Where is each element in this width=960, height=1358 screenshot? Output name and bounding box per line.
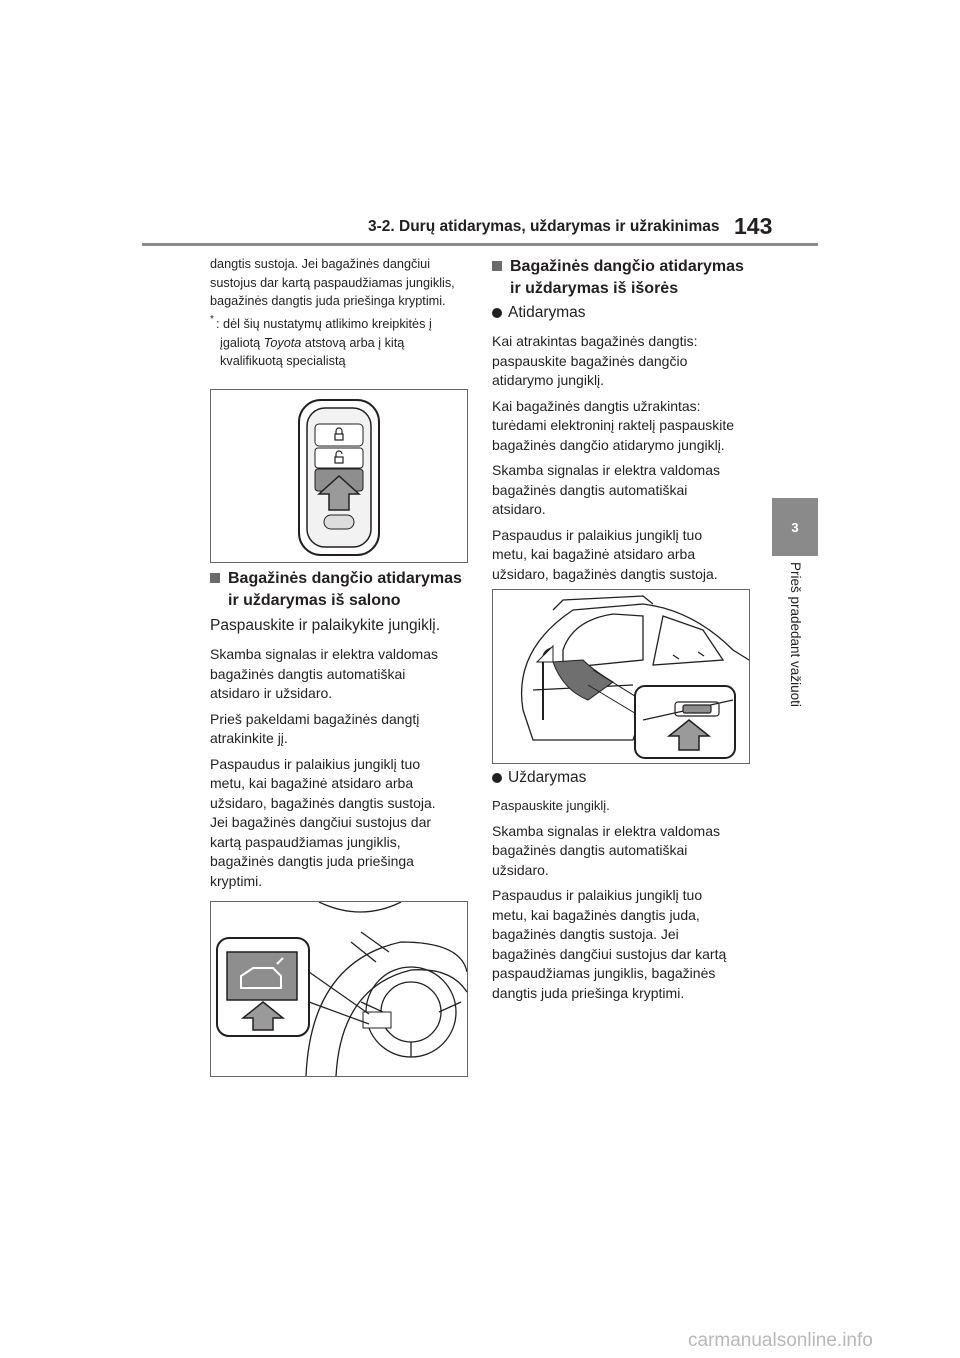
paragraph: Kai bagažinės dangtis užrakintas: turėdami elektroninį raktelį paspauskite bagažinės dangčio atidarymo jungiklį. (492, 397, 735, 453)
chapter-title: Prieš pradedant važiuoti (788, 562, 803, 707)
rear-hatch-figure (492, 589, 750, 764)
heading-square-icon (210, 573, 220, 583)
heading-line: ir uždarymas iš salono (228, 591, 401, 609)
intro-line: dangtis sustoja. Jei bagažinės dangčiui (210, 257, 431, 271)
bullet-dot-icon (492, 308, 502, 318)
paragraph: Skamba signalas ir elektra valdomas bagažinės dangtis automatiškai užsidaro. (492, 822, 720, 878)
header-rule (142, 243, 818, 246)
bullet-close (492, 768, 754, 788)
close-body (492, 796, 754, 1009)
interior-lead (210, 616, 472, 636)
paragraph: Paspaudus ir palaikius jungiklį tuo metu, kai bagažinė atsidaro arba užsidaro, bagažinės dangtis sustoja. Jei bagažinės dangčiui sustojus dar kartą paspaudžiamas jungiklis, bagažinės dangtis juda priešinga kryptimi. (210, 755, 436, 889)
paragraph: Prieš pakeldami bagažinės dangtį atrakinkite jį. (210, 710, 420, 746)
bullet-dot-icon (492, 773, 502, 783)
key-fob-illustration (211, 390, 467, 562)
heading-line: Bagažinės dangčio atidarymas (510, 258, 744, 275)
chapter-number: 3 (791, 519, 799, 535)
paragraph: Kai atrakintas bagažinės dangtis: paspauskite bagažinės dangčio atidarymo jungiklį. (492, 333, 698, 388)
footnote-line: įgaliotą Toyota atstovą arba į kitą (220, 335, 405, 350)
footnote (210, 315, 472, 371)
chapter-tab (772, 498, 818, 556)
intro-line: bagažinės dangtis juda priešinga kryptimi. (210, 294, 446, 308)
footnote-marker: * (210, 314, 214, 325)
intro-line: sustojus dar kartą paspaudžiamas jungiklis, (210, 275, 455, 290)
paragraph: Paspaudus ir palaikius jungiklį tuo metu, kai bagažinė atsidaro arba užsidaro, bagažinės dangtis sustoja. (492, 526, 718, 582)
footnote-line: * : dėl šių nustatymų atlikimo kreipkitės į (210, 315, 472, 334)
open-body (492, 332, 754, 590)
interior-operation-heading (210, 568, 472, 611)
chapter-label-wrap (772, 562, 818, 752)
lead-text: Paspauskite ir palaikykite jungiklį. (210, 617, 441, 634)
watermark: carmanualsonline.info (688, 1330, 873, 1351)
rear-hatch-illustration (493, 590, 749, 763)
paragraph: Paspauskite jungiklį. (492, 798, 610, 813)
paragraph: Skamba signalas ir elektra valdomas bagažinės dangtis automatiškai atsidaro ir užsidaro. (210, 646, 438, 701)
dashboard-switch-figure (210, 901, 468, 1077)
key-fob-figure (210, 389, 468, 563)
exterior-operation-heading (492, 256, 754, 299)
intro-text (210, 255, 472, 311)
bullet-label: Atidarymas (508, 304, 586, 321)
footnote-line: kvalifikuotą specialistą (220, 354, 346, 368)
heading-line: ir uždarymas iš išorės (510, 279, 679, 297)
paragraph: Paspaudus ir palaikius jungiklį tuo metu, kai bagažinės dangtis juda, bagažinės dangtis sustoja. Jei bagažinės dangčiui sustojus dar kartą paspaudžiamas jungiklis, bagažinės dangtis juda priešinga kryptimi. (492, 887, 727, 1001)
interior-body (210, 645, 472, 897)
bullet-open (492, 303, 754, 323)
heading-line: Bagažinės dangčio atidarymas (228, 570, 462, 587)
brand-name: Toyota (263, 335, 302, 350)
section-title: 3-2. Durų atidarymas, uždarymas ir užrakinimas (368, 218, 720, 235)
heading-square-icon (492, 261, 502, 271)
paragraph: Skamba signalas ir elektra valdomas bagažinės dangtis automatiškai atsidaro. (492, 462, 720, 517)
page-number: 143 (734, 213, 773, 239)
bullet-label: Uždarymas (508, 769, 587, 786)
dashboard-illustration (211, 902, 467, 1076)
